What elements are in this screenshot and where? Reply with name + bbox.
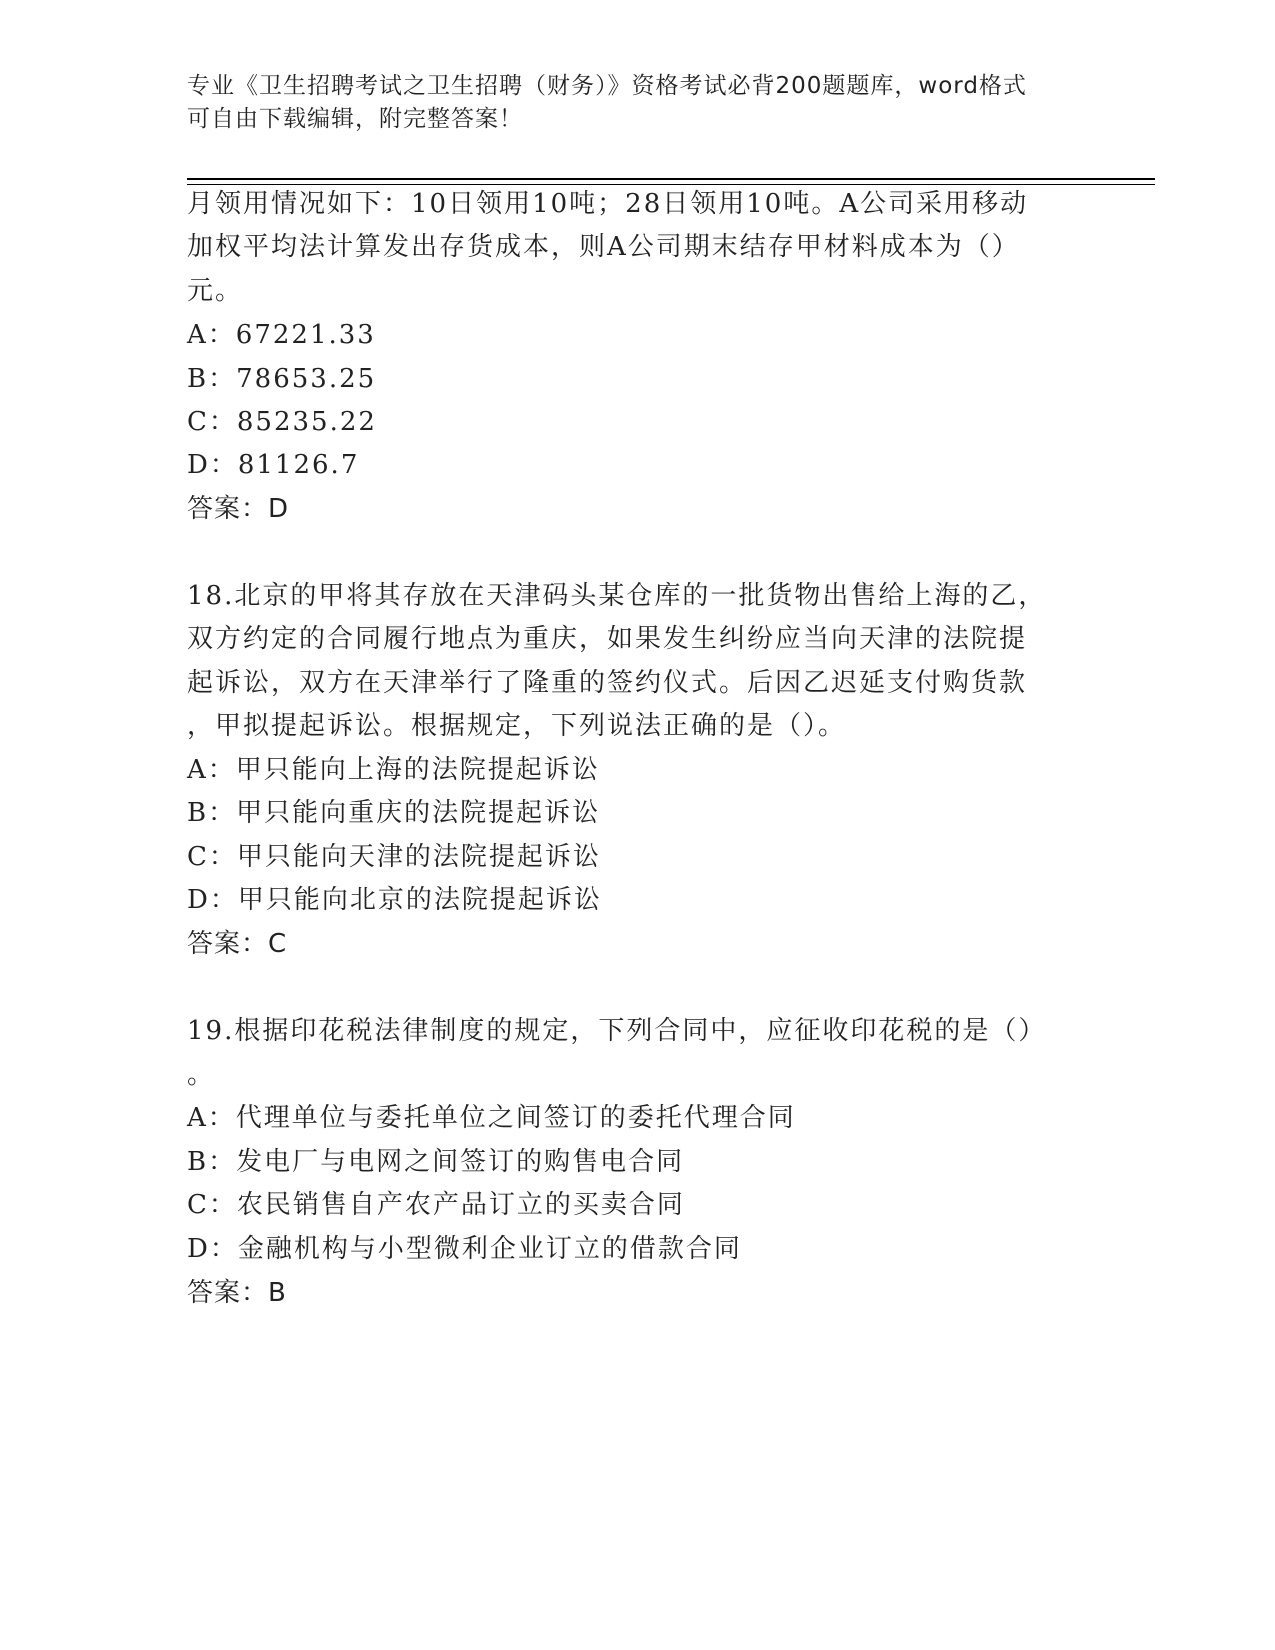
question-17-text-line-1: 月领用情况如下：10日领用10吨；28日领用10吨。A公司采用移动 bbox=[187, 189, 1029, 219]
question-19-option-a: A：代理单位与委托单位之间签订的委托代理合同 bbox=[187, 1103, 796, 1133]
question-18-option-b: B：甲只能向重庆的法院提起诉讼 bbox=[187, 798, 601, 828]
question-19-option-d: D：金融机构与小型微利企业订立的借款合同 bbox=[187, 1234, 742, 1264]
question-19-option-b: B：发电厂与电网之间签订的购售电合同 bbox=[187, 1147, 685, 1177]
question-17-option-b: B：78653.25 bbox=[187, 364, 377, 394]
question-18-text-line-4: ，甲拟提起诉讼。根据规定，下列说法正确的是（）。 bbox=[187, 711, 847, 741]
header-rule-thick bbox=[187, 178, 1155, 180]
question-18-option-c: C：甲只能向天津的法院提起诉讼 bbox=[187, 842, 601, 872]
question-17-option-c: C：85235.22 bbox=[187, 407, 377, 437]
question-17-answer: 答案：D bbox=[187, 494, 290, 524]
question-19-text-line-2: 。 bbox=[187, 1060, 216, 1090]
header-rule-thin bbox=[187, 184, 1155, 185]
question-18-text-line-3: 起诉讼，双方在天津举行了隆重的签约仪式。后因乙迟延支付购货款 bbox=[187, 668, 1028, 698]
question-17-option-d: D：81126.7 bbox=[187, 450, 360, 480]
question-17-text-line-2: 加权平均法计算发出存货成本，则A公司期末结存甲材料成本为（） bbox=[187, 232, 1020, 262]
question-17-option-a: A：67221.33 bbox=[187, 320, 376, 350]
question-18-text-line-1: 18.北京的甲将其存放在天津码头某仓库的一批货物出售给上海的乙， bbox=[187, 581, 1047, 611]
question-19-option-c: C：农民销售自产农产品订立的买卖合同 bbox=[187, 1190, 685, 1220]
question-18-option-a: A：甲只能向上海的法院提起诉讼 bbox=[187, 755, 600, 785]
question-19-text-line-1: 19.根据印花税法律制度的规定，下列合同中，应征收印花税的是（） bbox=[187, 1016, 1047, 1046]
question-19-answer: 答案：B bbox=[187, 1278, 287, 1308]
question-18-text-line-2: 双方约定的合同履行地点为重庆，如果发生纠纷应当向天津的法院提 bbox=[187, 624, 1028, 654]
header-line-2: 可自由下载编辑，附完整答案！ bbox=[187, 106, 523, 132]
question-18-answer: 答案：C bbox=[187, 929, 288, 959]
question-18-option-d: D：甲只能向北京的法院提起诉讼 bbox=[187, 885, 602, 915]
header-line-1: 专业《卫生招聘考试之卫生招聘（财务）》资格考试必背200题题库，word格式 bbox=[187, 73, 1027, 99]
question-17-text-line-3: 元。 bbox=[187, 276, 244, 306]
header-text bbox=[187, 70, 1067, 136]
